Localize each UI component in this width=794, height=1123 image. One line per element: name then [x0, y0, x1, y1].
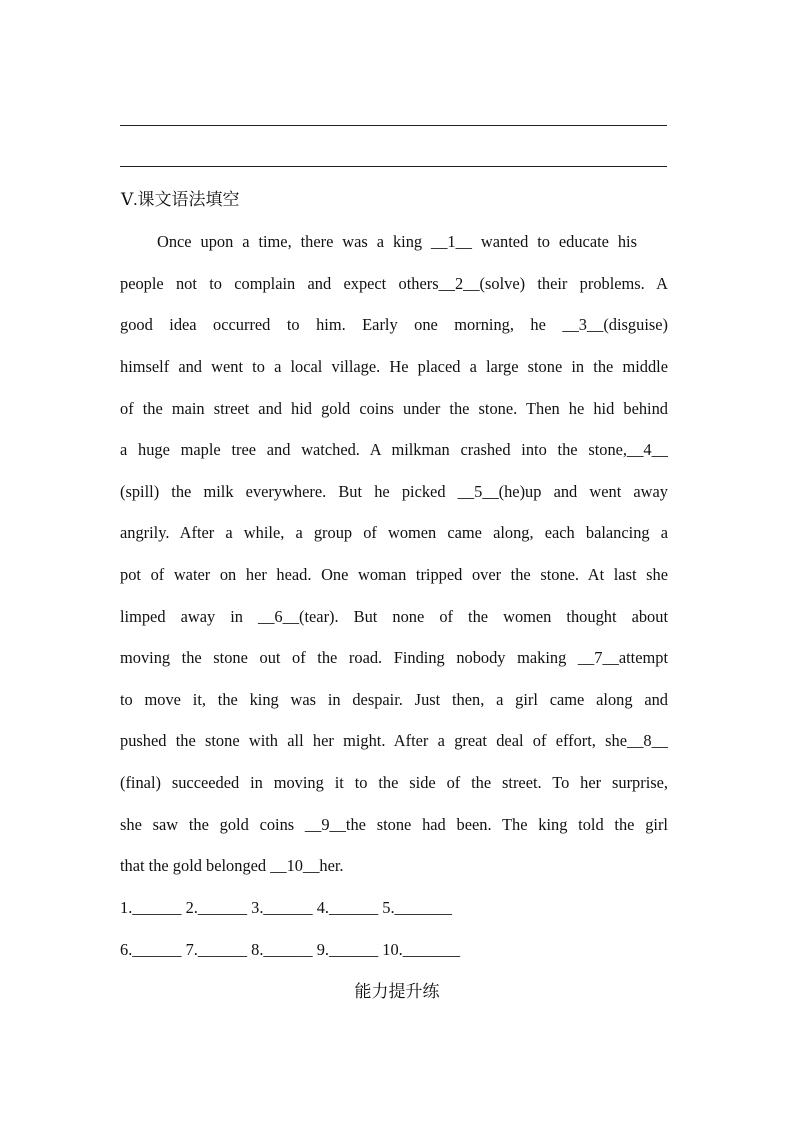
section-heading: Ⅴ.课文语法填空 — [121, 190, 240, 209]
top-answer-rule-1 — [120, 125, 667, 126]
passage-line: limped away in __6__(tear). But none of the women thought about — [120, 607, 668, 626]
answer-blanks-row-2: 6.______ 7.______ 8.______ 9.______ 10._______ — [120, 940, 461, 959]
passage-line: (final) succeeded in moving it to the side of the street. To her surprise, — [120, 773, 668, 792]
passage-line: a huge maple tree and watched. A milkman crashed into the stone,__4__ — [120, 440, 668, 459]
passage-line: of the main street and hid gold coins under the stone. Then he hid behind — [120, 399, 668, 418]
answer-blanks-row-1: 1.______ 2.______ 3.______ 4.______ 5._______ — [120, 898, 452, 917]
footer-section-title: 能力提升练 — [354, 982, 440, 1001]
passage-line: pot of water on her head. One woman tripped over the stone. At last she — [120, 565, 668, 584]
passage-line: to move it, the king was in despair. Just then, a girl came along and — [120, 690, 668, 709]
passage-line: Once upon a time, there was a king __1__ wanted to educate his — [157, 232, 637, 251]
passage-line: she saw the gold coins __9__the stone had been. The king told the girl — [120, 815, 668, 834]
passage-line: that the gold belonged __10__her. — [120, 856, 344, 875]
passage-line: himself and went to a local village. He placed a large stone in the middle — [120, 357, 668, 376]
passage-line: pushed the stone with all her might. After a great deal of effort, she__8__ — [120, 731, 668, 750]
passage-line: good idea occurred to him. Early one morning, he __3__(disguise) — [120, 315, 668, 334]
top-answer-rule-2 — [120, 166, 667, 167]
passage-line: moving the stone out of the road. Finding nobody making __7__attempt — [120, 648, 668, 667]
passage-line: people not to complain and expect others__2__(solve) their problems. A — [120, 274, 668, 293]
passage-line: (spill) the milk everywhere. But he picked __5__(he)up and went away — [120, 482, 668, 501]
passage-line: angrily. After a while, a group of women came along, each balancing a — [120, 523, 668, 542]
